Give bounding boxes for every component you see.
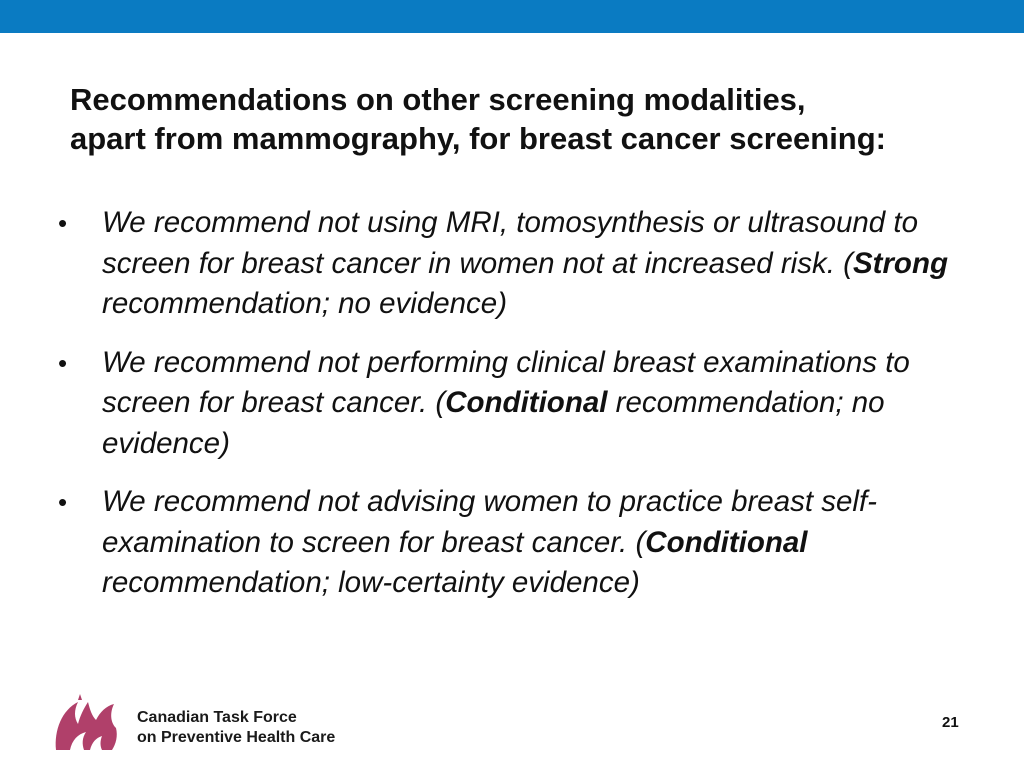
bullet-icon: •: [58, 347, 68, 378]
recommendation-text: We recommend not performing clinical breast examinations to screen for breast cancer. (: [102, 345, 910, 419]
recommendation-list: [58, 203, 958, 622]
recommendation-text: We recommend not using MRI, tomosynthesis or ultrasound to screen for breast cancer in women not at increased risk. (: [102, 206, 918, 280]
slide-title: [70, 80, 1000, 158]
recommendation-strength: Strong: [852, 246, 948, 280]
recommendation-item-self-exam: [58, 482, 958, 604]
recommendation-strength: Conditional: [645, 525, 808, 559]
bullet-icon: •: [58, 487, 68, 517]
organization-logo: [52, 694, 352, 754]
recommendation-item-clinical-exam: [58, 343, 958, 465]
recommendation-text: We recommend not advising women to practice breast self-examination to screen for breast cancer. (: [102, 485, 877, 559]
page-number: 21: [942, 714, 959, 731]
recommendation-evidence: recommendation; low-certainty evidence): [102, 566, 640, 599]
organization-name-line-1: Canadian Task Force: [137, 709, 297, 726]
recommendation-evidence: recommendation; no evidence): [102, 287, 508, 320]
slide-title-line-2: apart from mammography, for breast cancer screening:: [70, 121, 887, 156]
organization-name-line-2: on Preventive Health Care: [137, 729, 336, 746]
recommendation-item-mri: [58, 203, 958, 325]
recommendation-evidence: recommendation; no evidence): [102, 386, 885, 460]
organization-name: [137, 708, 335, 748]
slide-title-line-1: Recommendations on other screening modalities,: [70, 82, 806, 117]
header-bar: [0, 0, 1024, 33]
bullet-icon: •: [58, 208, 68, 238]
recommendation-strength: Conditional: [445, 386, 608, 419]
maple-leaf-logo-icon: [52, 694, 120, 752]
